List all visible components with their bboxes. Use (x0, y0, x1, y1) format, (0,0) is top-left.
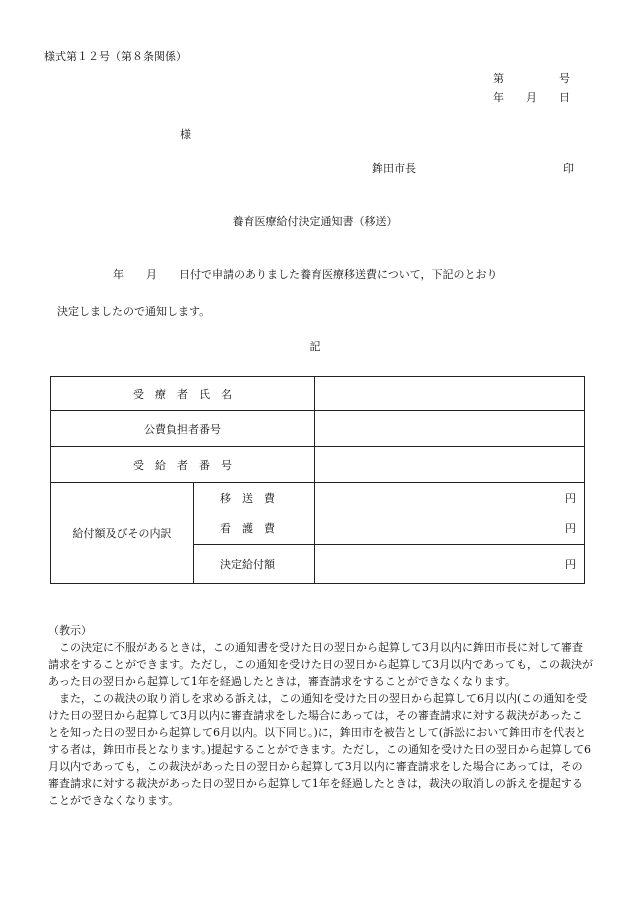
document-number: 第 号 (493, 72, 570, 85)
nursing-cost-yen: 円 (315, 513, 585, 545)
transport-cost-yen: 円 (315, 483, 585, 513)
total-benefit-yen: 円 (315, 545, 585, 584)
ki-marker: 記 (309, 340, 321, 353)
body-text-line-2: 決定しましたので通知します。 (57, 305, 211, 318)
document-date: 年 月 日 (493, 91, 570, 104)
addressee-honorific: 様 (180, 128, 191, 141)
seal-mark: 印 (563, 162, 574, 175)
benefit-info-table (50, 376, 585, 584)
issuer-name: 鉾田市長 (372, 162, 416, 175)
notice-heading: （教示） (48, 624, 92, 637)
public-burden-number-label: 公費負担者番号 (51, 411, 315, 447)
instruction-notice (48, 622, 593, 809)
recipient-number-value (315, 447, 585, 483)
document-title: 養育医療給付決定通知書（移送） (232, 215, 398, 228)
transport-cost-label: 移 送 費 (194, 483, 315, 513)
body-text-line-1: 年 月 日付で申請のありました養育医療移送費について，下記のとおり (113, 268, 498, 281)
public-burden-number-value (315, 411, 585, 447)
recipient-number-label: 受 給 者 番 号 (51, 447, 315, 483)
patient-name-label: 受 療 者 氏 名 (51, 377, 315, 411)
nursing-cost-label: 看 護 費 (194, 513, 315, 545)
breakdown-label: 給付額及びその内訳 (51, 483, 194, 584)
notice-paragraph-2: また，この裁決の取り消しを求める訴えは，この通知を受けた日の翌日から起算して6月以内(この通知を受けた日の翌日から起算して3月以内に審査請求をした場合にあっては，その審査請求に対する裁決があったことを知った日の翌日から起算して6月以内。以下同じ。)に，鉾田市を被告として(訴訟において鉾田市を代表とする者は，鉾田市長となります。)提起することができます。ただし，この通知を受けた日の翌日から起算して6月以内であっても，この裁決があった日の翌日から起算して3月以内に審査請求をした場合にあっては，その審査請求に対する裁決があった日の翌日から起算して1年を経過したときは，裁決の取消しの訴えを提起することができなくなります。 (48, 692, 592, 807)
patient-name-value (315, 377, 585, 411)
form-number: 様式第１２号（第８条関係） (44, 50, 187, 63)
notice-paragraph-1: この決定に不服があるときは，この通知書を受けた日の翌日から起算して3月以内に鉾田市長に対して審査請求をすることができます。ただし，この通知を受けた日の翌日から起算して3月以内であっても，この裁決があった日の翌日から起算して1年を経過したときは，審査請求をすることができなくなります。 (48, 641, 594, 688)
total-benefit-label: 決定給付額 (194, 545, 315, 584)
